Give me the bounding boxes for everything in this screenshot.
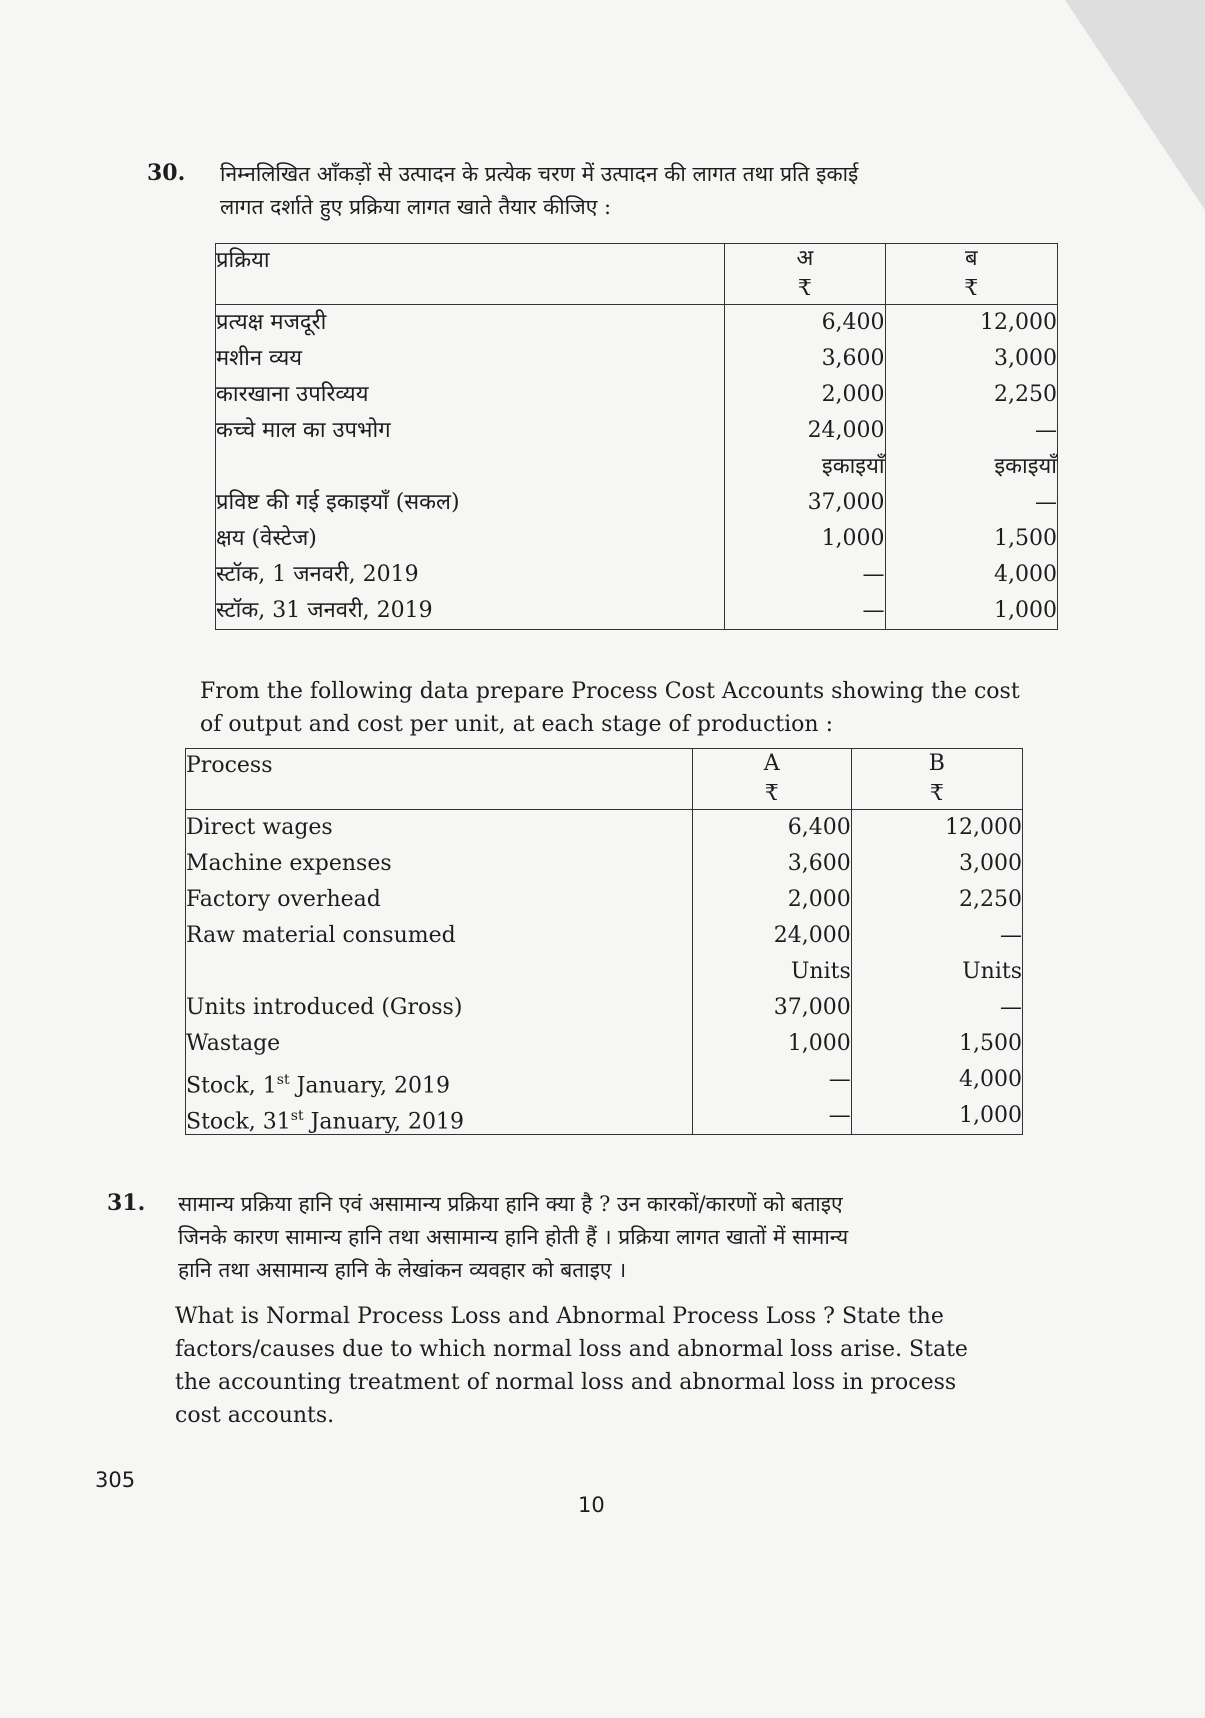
english-label: Machine expenses	[186, 851, 392, 876]
hindi-label: स्टॉक, 31 जनवरी, 2019	[216, 598, 433, 623]
hindi-b-value: —	[1035, 490, 1057, 515]
page-number: 10	[578, 1493, 605, 1517]
hindi-header-col-b: ब ₹	[885, 244, 1057, 305]
question-30-number: 30.	[147, 160, 186, 186]
english-b-value: —	[1000, 995, 1022, 1020]
english-table-body	[186, 810, 1023, 1135]
english-b-value: 12,000	[945, 815, 1022, 840]
english-b-value: 2,250	[959, 887, 1022, 912]
hindi-a-value: 3,600	[821, 346, 885, 371]
hindi-col-a-values	[725, 305, 885, 630]
english-label: Stock, 1st January, 2019	[186, 1072, 450, 1099]
english-a-value: 2,000	[787, 887, 851, 912]
english-b-value: 1,500	[959, 1031, 1022, 1056]
question-30-hindi-text: निम्नलिखित आँकड़ों से उत्पादन के प्रत्येक चरण में उत्पादन की लागत तथा प्रति इकाई लागत दर्शाते हुए प्रक्रिया लागत खाते तैयार कीजिए :	[220, 162, 859, 219]
hindi-label: कच्चे माल का उपभोग	[216, 418, 391, 443]
question-31-english-text: What is Normal Process Loss and Abnormal Process Loss ? State the factors/causes due to which normal loss and abnormal loss arise. State the accounting treatment of normal loss and abnormal loss in process cost accounts.	[175, 1304, 968, 1428]
hindi-col-b-values	[885, 305, 1057, 630]
paper-code: 305	[95, 1468, 136, 1492]
hindi-a-value: 37,000	[807, 490, 885, 515]
hindi-b-value: —	[1035, 418, 1057, 443]
english-b-value: 1,000	[959, 1103, 1022, 1128]
question-31-number: 31.	[107, 1190, 146, 1216]
hindi-header-col-a: अ ₹	[725, 244, 885, 305]
english-header-col-a: A ₹	[692, 749, 851, 810]
hindi-label: क्षय (वेस्टेज)	[216, 526, 317, 551]
english-table-header	[186, 749, 1023, 810]
hindi-a-value: —	[862, 562, 885, 587]
hindi-b-value: 1,500	[994, 526, 1057, 551]
english-b-value: 3,000	[959, 851, 1022, 876]
hindi-labels-column	[216, 305, 725, 630]
hindi-b-value: इकाइयाँ	[994, 454, 1057, 479]
hindi-label: प्रत्यक्ष मजदूरी	[216, 310, 327, 335]
english-label: Raw material consumed	[186, 923, 456, 948]
english-data-table	[185, 748, 1023, 1135]
hindi-a-value: —	[862, 598, 885, 623]
hindi-table-body	[216, 305, 1058, 630]
hindi-label: मशीन व्यय	[216, 346, 303, 371]
hindi-b-value: 12,000	[980, 310, 1057, 335]
english-label: Stock, 31st January, 2019	[186, 1108, 464, 1135]
question-31-hindi-text: सामान्य प्रक्रिया हानि एवं असामान्य प्रक्रिया हानि क्या है ? उन कारकों/कारणों को बताइए जिनके कारण सामान्य हानि तथा असामान्य हानि होती हैं । प्रक्रिया लागत खातों में सामान्य हानि तथा असामान्य हानि के लेखांकन व्यवहार को बताइए ।	[178, 1192, 849, 1282]
english-label: Factory overhead	[186, 887, 381, 912]
hindi-label	[216, 449, 724, 485]
hindi-b-value: 4,000	[994, 562, 1057, 587]
hindi-table-header	[216, 244, 1058, 305]
question-30-english-text: From the following data prepare Process Cost Accounts showing the cost of output and cost per unit, at each stage of production :	[200, 679, 1020, 737]
english-a-value: Units	[790, 959, 851, 984]
english-a-value: 37,000	[773, 995, 851, 1020]
english-col-a-values	[692, 810, 851, 1135]
english-col-b-values	[851, 810, 1022, 1135]
hindi-a-value: 2,000	[821, 382, 885, 407]
english-label: Wastage	[186, 1031, 281, 1056]
hindi-b-value: 2,250	[994, 382, 1057, 407]
english-header-label: Process	[186, 749, 693, 810]
english-a-value: 24,000	[773, 923, 851, 948]
english-label	[186, 954, 692, 990]
english-b-value: 4,000	[959, 1067, 1022, 1092]
english-a-value: 6,400	[787, 815, 851, 840]
english-b-value: Units	[962, 959, 1022, 984]
english-a-value: 3,600	[787, 851, 851, 876]
folded-corner	[1065, 0, 1205, 210]
english-labels-column	[186, 810, 693, 1135]
english-label: Units introduced (Gross)	[186, 995, 463, 1020]
hindi-data-table	[215, 243, 1058, 630]
hindi-a-value: 6,400	[821, 310, 885, 335]
hindi-label: स्टॉक, 1 जनवरी, 2019	[216, 562, 419, 587]
english-a-value: —	[828, 1067, 851, 1092]
english-b-value: —	[1000, 923, 1022, 948]
hindi-a-value: 24,000	[807, 418, 885, 443]
english-label: Direct wages	[186, 815, 333, 840]
english-header-col-b: B ₹	[851, 749, 1022, 810]
hindi-a-value: इकाइयाँ	[821, 454, 885, 479]
hindi-label: कारखाना उपरिव्यय	[216, 382, 369, 407]
hindi-label: प्रविष्ट की गई इकाइयाँ (सकल)	[216, 490, 460, 515]
hindi-b-value: 3,000	[994, 346, 1057, 371]
hindi-header-label: प्रक्रिया	[216, 244, 725, 305]
hindi-b-value: 1,000	[994, 598, 1057, 623]
english-a-value: —	[828, 1103, 851, 1128]
hindi-a-value: 1,000	[821, 526, 885, 551]
english-a-value: 1,000	[787, 1031, 851, 1056]
